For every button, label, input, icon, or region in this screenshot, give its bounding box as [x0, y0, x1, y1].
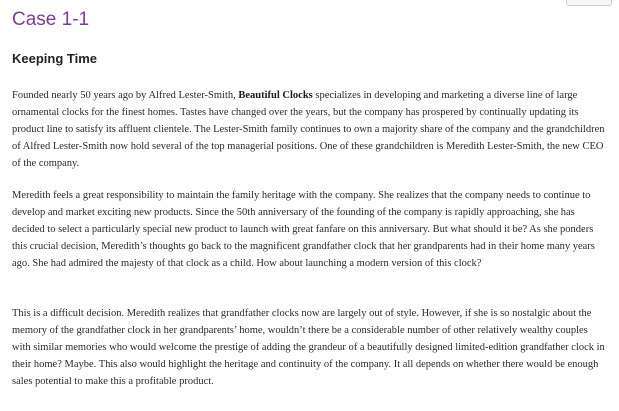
- paragraph-1-lead: Founded nearly 50 years ago by Alfred Lester-Smith,: [12, 90, 239, 101]
- top-tab-button[interactable]: [566, 0, 612, 6]
- paragraph-2: Meredith feels a great responsibility to maintain the family heritage with the company. She realizes that the company needs to continue to develop and market exciting new products. Since the 50th anniversary of the founding of the company is rapidly approaching, she has decided to select a particularly special new product to launch with great fanfare on this anniversary. But what should it be? As she ponders this crucial decision, Meredith’s thoughts go back to the magnificent grandfather clock that her grandparents had in their home many years ago. She had admired the majesty of that clock as a child. How about launching a modern version of this clock?: [12, 190, 595, 269]
- case-title: Case 1-1: [12, 9, 90, 30]
- paragraph-1-rest: specializes in developing and marketing a diverse line of large ornamental clocks for the finest homes. Tastes have changed over the years, but the company has prospered by continually updating its product line to satisfy its affluent clientele. The Lester-Smith family continues to own a majority share of the company and the grandchildren of Alfred Lester-Smith now hold several of the top managerial positions. One of these grandchildren is Meredith Lester-Smith, the new CEO of the company.: [12, 90, 605, 169]
- section-title: Keeping Time: [12, 51, 98, 66]
- company-name: Beautiful Clocks: [238, 90, 313, 101]
- paragraph-3: This is a difficult decision. Meredith realizes that grandfather clocks now are largely out of style. However, if she is so nostalgic about the memory of the grandfather clock in her grandparents’ home, wouldn’t there be a considerable number of other relatively wealthy couples with similar memories who would welcome the prestige of adding the grandeur of a beautifully designed limited-edition grandfather clock in their home? Maybe. This also would highlight the heritage and continuity of the company. It all depends on whether there would be enough sales potential to make this a profitable product.: [12, 308, 605, 387]
- paragraph-1: [12, 87, 608, 172]
